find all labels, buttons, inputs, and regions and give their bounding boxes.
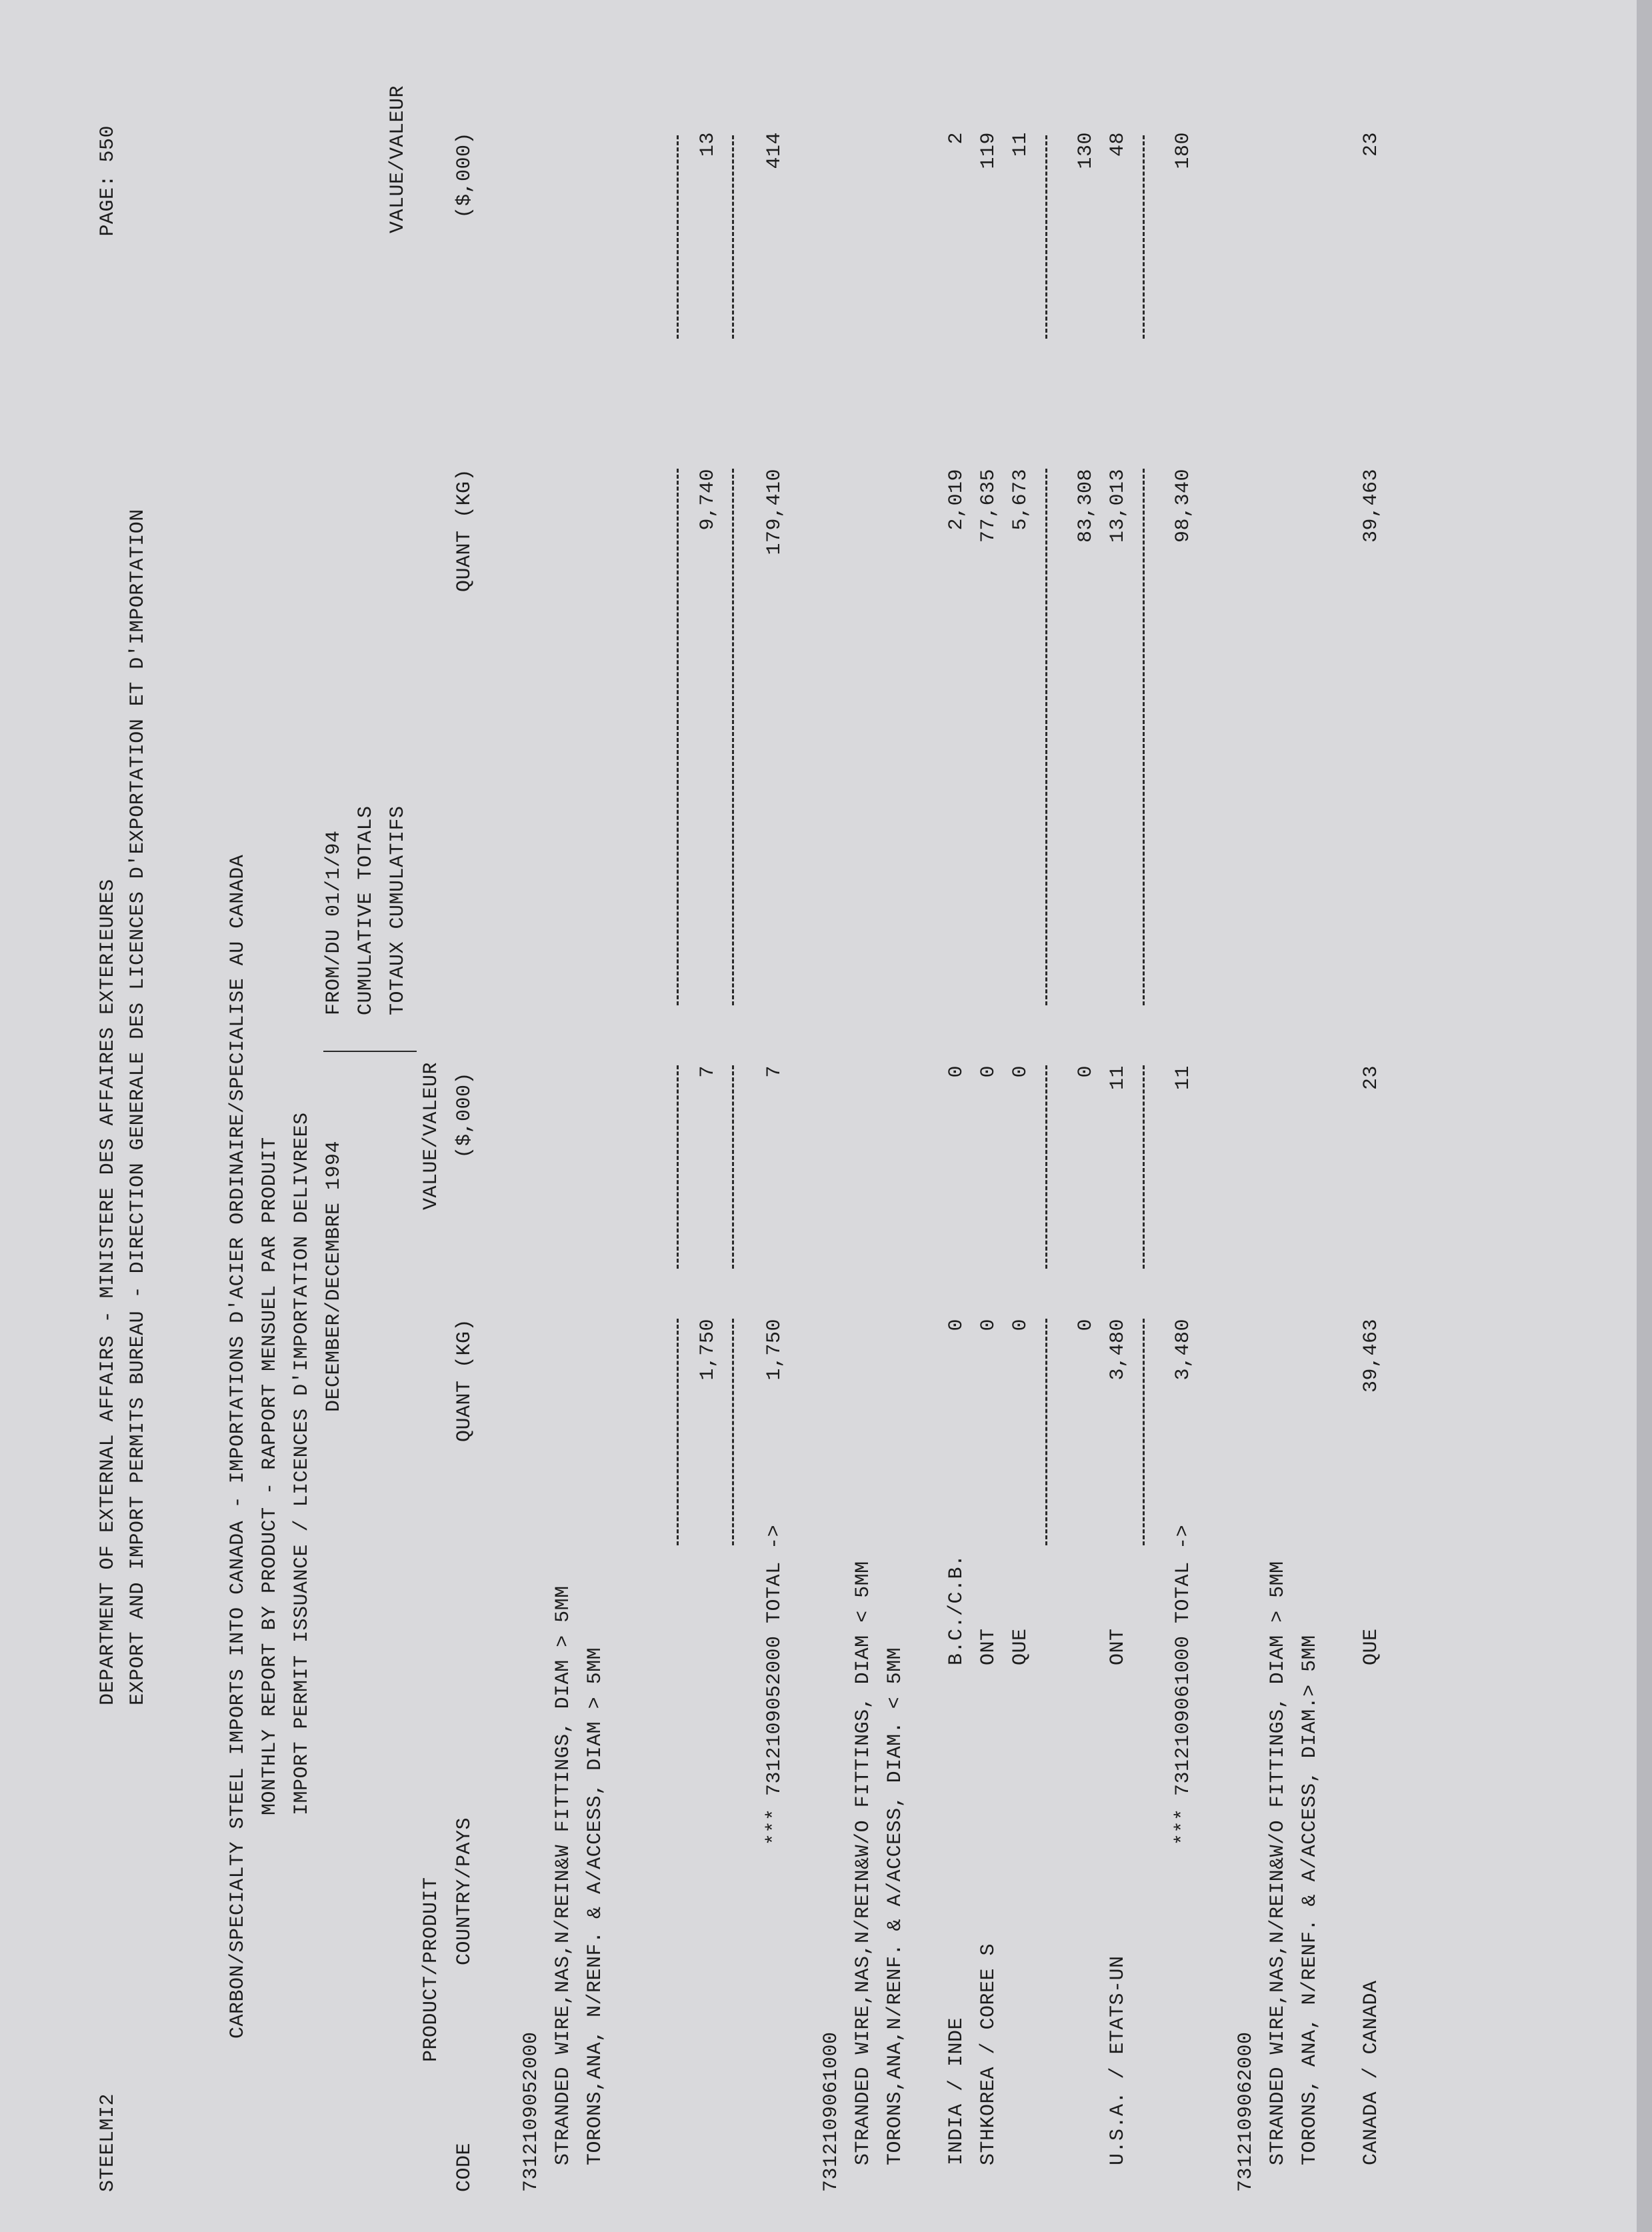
column-header-value-unit: ($,000) — [453, 1072, 476, 1159]
column-divider — [323, 1051, 417, 1052]
cum-value-cell: 11 — [1009, 132, 1032, 157]
dash-rule — [677, 469, 679, 1005]
title-line-3: IMPORT PERMIT ISSUANCE / LICENCES D'IMPORTATION DELIVREES — [291, 1112, 313, 1815]
dash-rule — [1045, 469, 1047, 1005]
total-cum-quant: 98,340 — [1172, 469, 1195, 543]
value-cell: 0 — [1009, 1065, 1032, 1078]
dash-rule — [1045, 1065, 1047, 1269]
quant-cell: 3,480 — [1107, 1319, 1129, 1381]
dash-rule — [677, 135, 679, 339]
quant-cell: 1,750 — [697, 1319, 719, 1381]
title-line-1: CARBON/SPECIALTY STEEL IMPORTS INTO CANADA - IMPORTATIONS D'ACIER ORDINAIRE/SPECIALISE AU CANADA — [227, 854, 249, 2039]
cum-quant-cell: 5,673 — [1009, 469, 1032, 531]
value-cell: 0 — [977, 1065, 1000, 1078]
section-desc-en: STRANDED WIRE,NAS,N/REIN&W FITTINGS, DIAM > 5MM — [552, 1585, 575, 2165]
quant-cell: 0 — [1075, 1319, 1097, 1331]
dash-rule — [677, 1319, 679, 1545]
value-cell: 0 — [1075, 1065, 1097, 1078]
cumulative-label-en: CUMULATIVE TOTALS — [355, 805, 377, 1015]
dash-rule — [732, 135, 734, 339]
country-cell: STHKOREA / COREE S — [977, 1943, 1000, 2165]
section-desc-fr: TORONS,ANA, N/RENF. & A/ACCESS, DIAM > 5MM — [584, 1647, 607, 2165]
cum-quant-cell: 9,740 — [697, 469, 719, 531]
column-header-cum-value: VALUE/VALEUR — [387, 85, 409, 234]
quant-cell: 0 — [1009, 1319, 1032, 1331]
province-cell: ONT — [977, 1628, 1000, 1665]
column-header-cum-quant: QUANT (KG) — [453, 469, 476, 593]
dash-rule — [677, 1065, 679, 1269]
title-line-2: MONTHLY REPORT BY PRODUCT - RAPPORT MENSUEL PAR PRODUIT — [259, 1137, 281, 1815]
total-quant: 3,480 — [1172, 1319, 1195, 1381]
country-cell: INDIA / INDE — [945, 2017, 968, 2165]
cum-value-cell: 2 — [945, 132, 968, 145]
dash-rule — [732, 469, 734, 1005]
value-cell: 23 — [1360, 1065, 1383, 1091]
total-value: 7 — [763, 1065, 786, 1078]
section-desc-fr: TORONS, ANA, N/RENF. & A/ACCESS, DIAM.> 5MM — [1299, 1635, 1321, 2165]
cum-quant-cell: 13,013 — [1107, 469, 1129, 543]
cum-quant-cell: 39,463 — [1360, 469, 1383, 543]
section-desc-fr: TORONS,ANA,N/RENF. & A/ACCESS, DIAM. < 5MM — [884, 1647, 907, 2165]
province-cell: ONT — [1107, 1628, 1129, 1665]
dash-rule — [1143, 1065, 1145, 1269]
page-number: PAGE: 550 — [97, 125, 119, 237]
total-label: *** 7312109061000 TOTAL -> — [1172, 1524, 1195, 1845]
province-cell: QUE — [1009, 1628, 1032, 1665]
rotated-report — [0, 39, 1573, 2232]
value-cell: 7 — [697, 1065, 719, 1078]
section-desc-en: STRANDED WIRE,NAS,N/REIN&W/O FITTINGS, DIAM < 5MM — [852, 1561, 875, 2165]
quant-cell: 0 — [977, 1319, 1000, 1331]
total-label: *** 7312109052000 TOTAL -> — [763, 1524, 786, 1845]
dash-rule — [1045, 1319, 1047, 1545]
cum-value-cell: 23 — [1360, 132, 1383, 157]
section-desc-en: STRANDED WIRE,NAS,N/REIN&W/O FITTINGS, DIAM > 5MM — [1267, 1561, 1289, 2165]
value-cell: 0 — [945, 1065, 968, 1078]
cum-value-cell: 119 — [977, 132, 1000, 169]
quant-cell: 39,463 — [1360, 1319, 1383, 1393]
cum-value-cell: 48 — [1107, 132, 1129, 157]
page-edge — [1637, 0, 1652, 2232]
column-header-product: PRODUCT/PRODUIT — [420, 1877, 443, 2062]
column-header-quant: QUANT (KG) — [453, 1319, 476, 1443]
cum-quant-cell: 77,635 — [977, 469, 1000, 543]
total-cum-value: 414 — [763, 132, 786, 169]
value-cell: 11 — [1107, 1065, 1129, 1091]
cum-value-cell: 130 — [1075, 132, 1097, 169]
section-code: 7312109062000 — [1235, 2031, 1257, 2192]
dash-rule — [732, 1065, 734, 1269]
column-header-value: VALUE/VALEUR — [420, 1062, 443, 1211]
dash-rule — [732, 1319, 734, 1545]
cumulative-label-fr: TOTAUX CUMULATIFS — [387, 805, 409, 1015]
title-line-4: DECEMBER/DECEMBRE 1994 — [323, 1140, 345, 1412]
total-cum-value: 180 — [1172, 132, 1195, 169]
section-code: 7312109061000 — [820, 2031, 843, 2192]
total-value: 11 — [1172, 1065, 1195, 1091]
header-line-2: EXPORT AND IMPORT PERMITS BUREAU - DIRECTION GENERALE DES LICENCES D'EXPORTATION ET D'IMPORTATION — [127, 509, 149, 1705]
cumulative-from: FROM/DU 01/1/94 — [323, 830, 345, 1015]
dash-rule — [1143, 135, 1145, 339]
country-cell: CANADA / CANADA — [1360, 1980, 1383, 2165]
dash-rule — [1143, 1319, 1145, 1545]
header-line-1: DEPARTMENT OF EXTERNAL AFFAIRS - MINISTERE DES AFFAIRES EXTERIEURES — [97, 879, 119, 1705]
report-id: STEELMI2 — [97, 2093, 119, 2192]
quant-cell: 0 — [945, 1319, 968, 1331]
column-header-country: COUNTRY/PAYS — [453, 1817, 476, 1965]
province-cell: B.C./C.B. — [945, 1554, 968, 1665]
total-quant: 1,750 — [763, 1319, 786, 1381]
cum-quant-cell: 83,308 — [1075, 469, 1097, 543]
column-header-cum-value-unit: ($,000) — [453, 132, 476, 219]
total-cum-quant: 179,410 — [763, 469, 786, 555]
column-header-code: CODE — [453, 2142, 476, 2192]
country-cell: U.S.A. / ETATS-UN — [1107, 1955, 1129, 2165]
dash-rule — [1143, 469, 1145, 1005]
section-code: 7312109052000 — [520, 2031, 543, 2192]
province-cell: QUE — [1360, 1628, 1383, 1665]
cum-quant-cell: 2,019 — [945, 469, 968, 531]
cum-value-cell: 13 — [697, 132, 719, 157]
dash-rule — [1045, 135, 1047, 339]
